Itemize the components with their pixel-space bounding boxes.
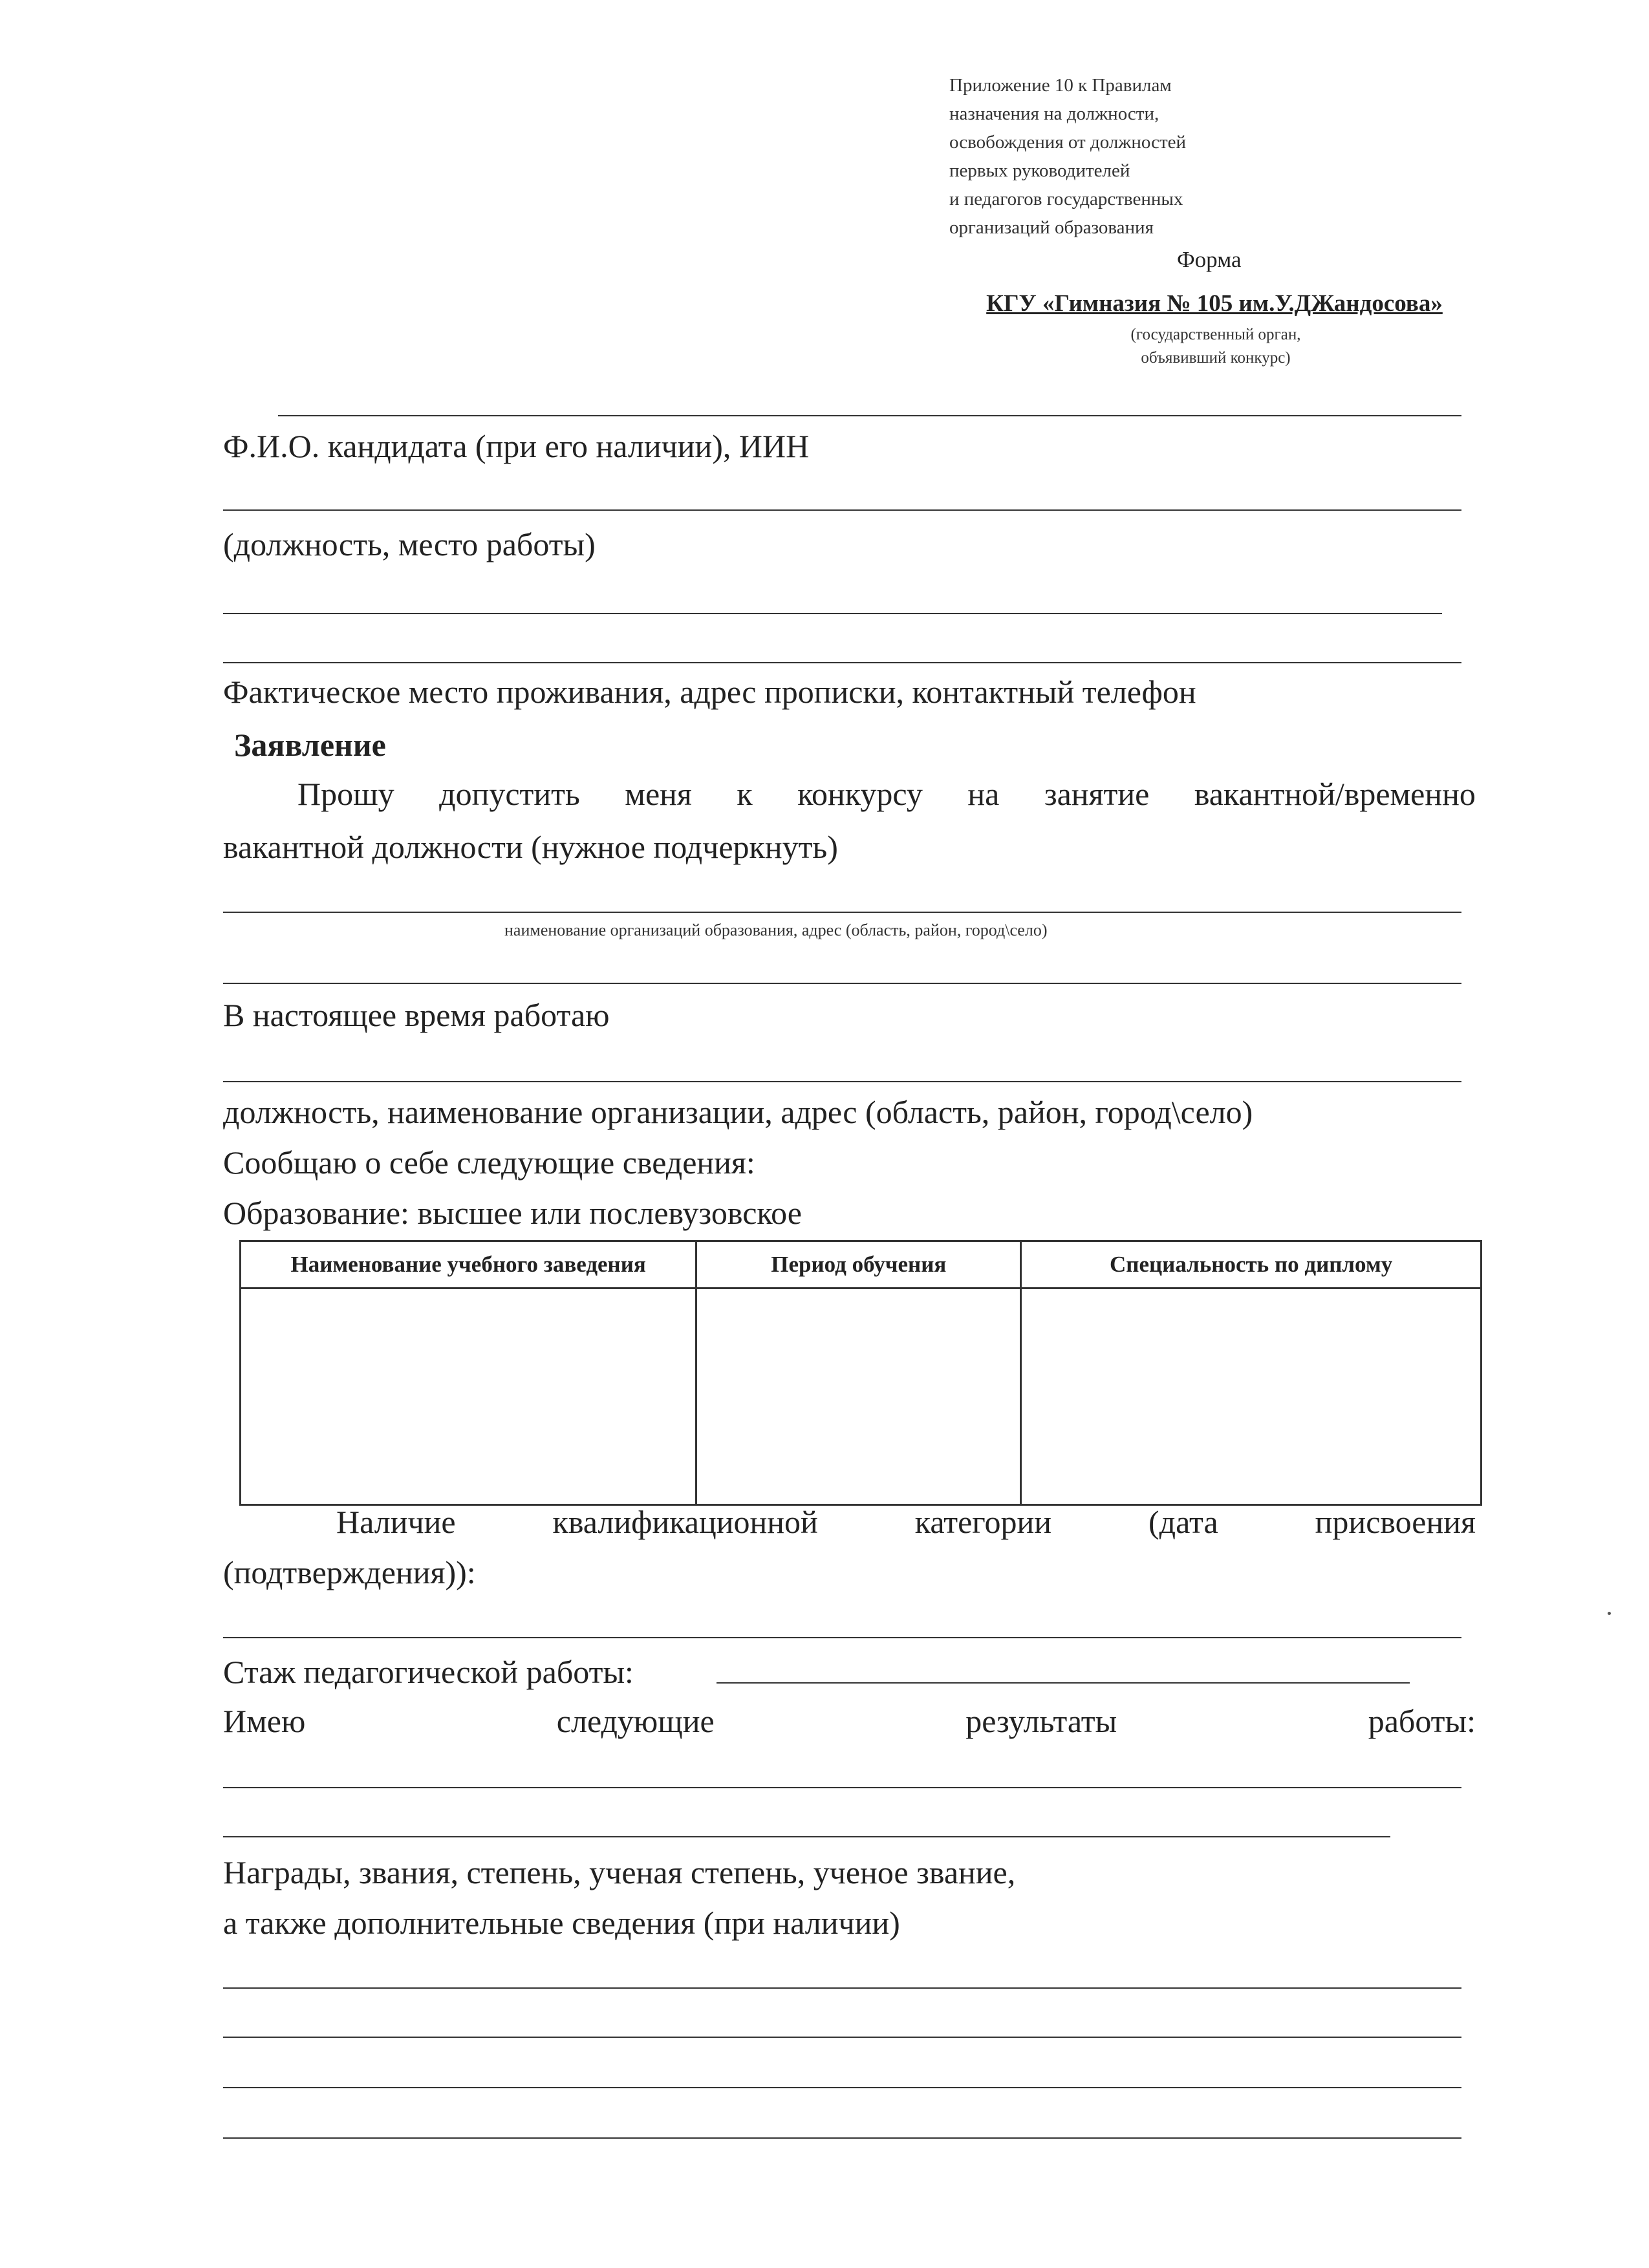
appendix-line: первых руководителей [949, 160, 1130, 181]
candidate-name-line[interactable] [278, 415, 1461, 416]
experience-label: Стаж педагогической работы: [223, 1654, 634, 1690]
about-self-label: Сообщаю о себе следующие сведения: [223, 1144, 755, 1181]
scan-speck [1608, 1612, 1611, 1615]
results-word: результаты [965, 1703, 1117, 1739]
address-label: Фактическое место проживания, адрес прописки, контактный телефон [223, 674, 1196, 710]
candidate-name-label: Ф.И.О. кандидата (при его наличии), ИИН [223, 428, 810, 464]
results-field[interactable] [223, 1836, 1390, 1837]
qualification-word: Наличие [336, 1504, 456, 1540]
education-table [239, 1240, 1482, 1506]
organization-line[interactable] [223, 912, 1461, 913]
currently-working-label: В настоящее время работаю [223, 997, 610, 1033]
statement-title: Заявление [234, 727, 386, 763]
organization-note [1035, 323, 1397, 370]
qualification-word: (дата [1148, 1504, 1218, 1540]
request-line [297, 775, 1476, 813]
request-word: на [967, 776, 1000, 812]
request-word: занятие [1044, 776, 1150, 812]
specialty-cell[interactable] [1021, 1289, 1482, 1505]
awards-field[interactable] [223, 1987, 1461, 1989]
results-word: Имею [223, 1703, 306, 1739]
education-label: Образование: высшее или послевузовское [223, 1195, 802, 1231]
column-institution: Наименование учебного заведения [241, 1241, 696, 1289]
qualification-word: квалификационной [552, 1504, 818, 1540]
address-line[interactable] [223, 662, 1461, 663]
address-line[interactable] [223, 613, 1442, 614]
appendix-line: организаций образования [949, 217, 1154, 238]
qualification-word: категории [914, 1504, 1052, 1540]
request-word: вакантной/временно [1194, 776, 1476, 812]
qualification-line-field[interactable] [223, 1637, 1461, 1638]
current-job-caption: должность, наименование организации, адрес (область, район, город\село) [223, 1094, 1253, 1130]
institution-cell[interactable] [241, 1289, 696, 1505]
appendix-line: освобождения от должностей [949, 132, 1187, 153]
results-word: работы: [1368, 1703, 1476, 1739]
experience-field[interactable] [717, 1682, 1410, 1684]
request-word: конкурсу [797, 776, 923, 812]
form-label: Форма [1177, 247, 1242, 272]
position-line[interactable] [223, 509, 1461, 511]
position-label: (должность, место работы) [223, 526, 596, 562]
appendix-line: и педагогов государственных [949, 189, 1183, 209]
period-cell[interactable] [696, 1289, 1021, 1505]
results-word: следующие [556, 1703, 715, 1739]
organization-name: КГУ «Гимназия № 105 им.У.ДЖандосова» [986, 290, 1443, 317]
awards-label: Награды, звания, степень, ученая степень, ученое звание, [223, 1854, 1016, 1890]
request-line-2: вакантной должности (нужное подчеркнуть) [223, 829, 838, 865]
table-row [241, 1289, 1482, 1505]
awards-field[interactable] [223, 2087, 1461, 2088]
appendix-line: Приложение 10 к Правилам [949, 75, 1172, 96]
request-word: к [737, 776, 753, 812]
appendix-line: назначения на должности, [949, 103, 1159, 124]
results-field[interactable] [223, 1787, 1461, 1788]
organization-caption: наименование организаций образования, адрес (область, район, город\село) [504, 921, 1048, 939]
organization-note-line: (государственный орган, [1130, 326, 1301, 343]
column-specialty: Специальность по диплому [1021, 1241, 1482, 1289]
organization-note-line: объявивший конкурс) [1141, 349, 1291, 367]
results-line [223, 1702, 1476, 1740]
awards-field[interactable] [223, 2037, 1461, 2038]
awards-label-2: а также дополнительные сведения (при наличии) [223, 1905, 900, 1941]
table-header-row [241, 1241, 1482, 1289]
appendix-reference [949, 71, 1311, 242]
qualification-line [336, 1503, 1476, 1541]
request-word: допустить [439, 776, 580, 812]
qualification-word: присвоения [1315, 1504, 1476, 1540]
qualification-line-2: (подтверждения)): [223, 1554, 476, 1590]
request-word: меня [625, 776, 692, 812]
organization-line[interactable] [223, 983, 1461, 984]
current-job-line[interactable] [223, 1081, 1461, 1082]
column-period: Период обучения [696, 1241, 1021, 1289]
request-word: Прошу [297, 776, 394, 812]
awards-field[interactable] [223, 2137, 1461, 2139]
